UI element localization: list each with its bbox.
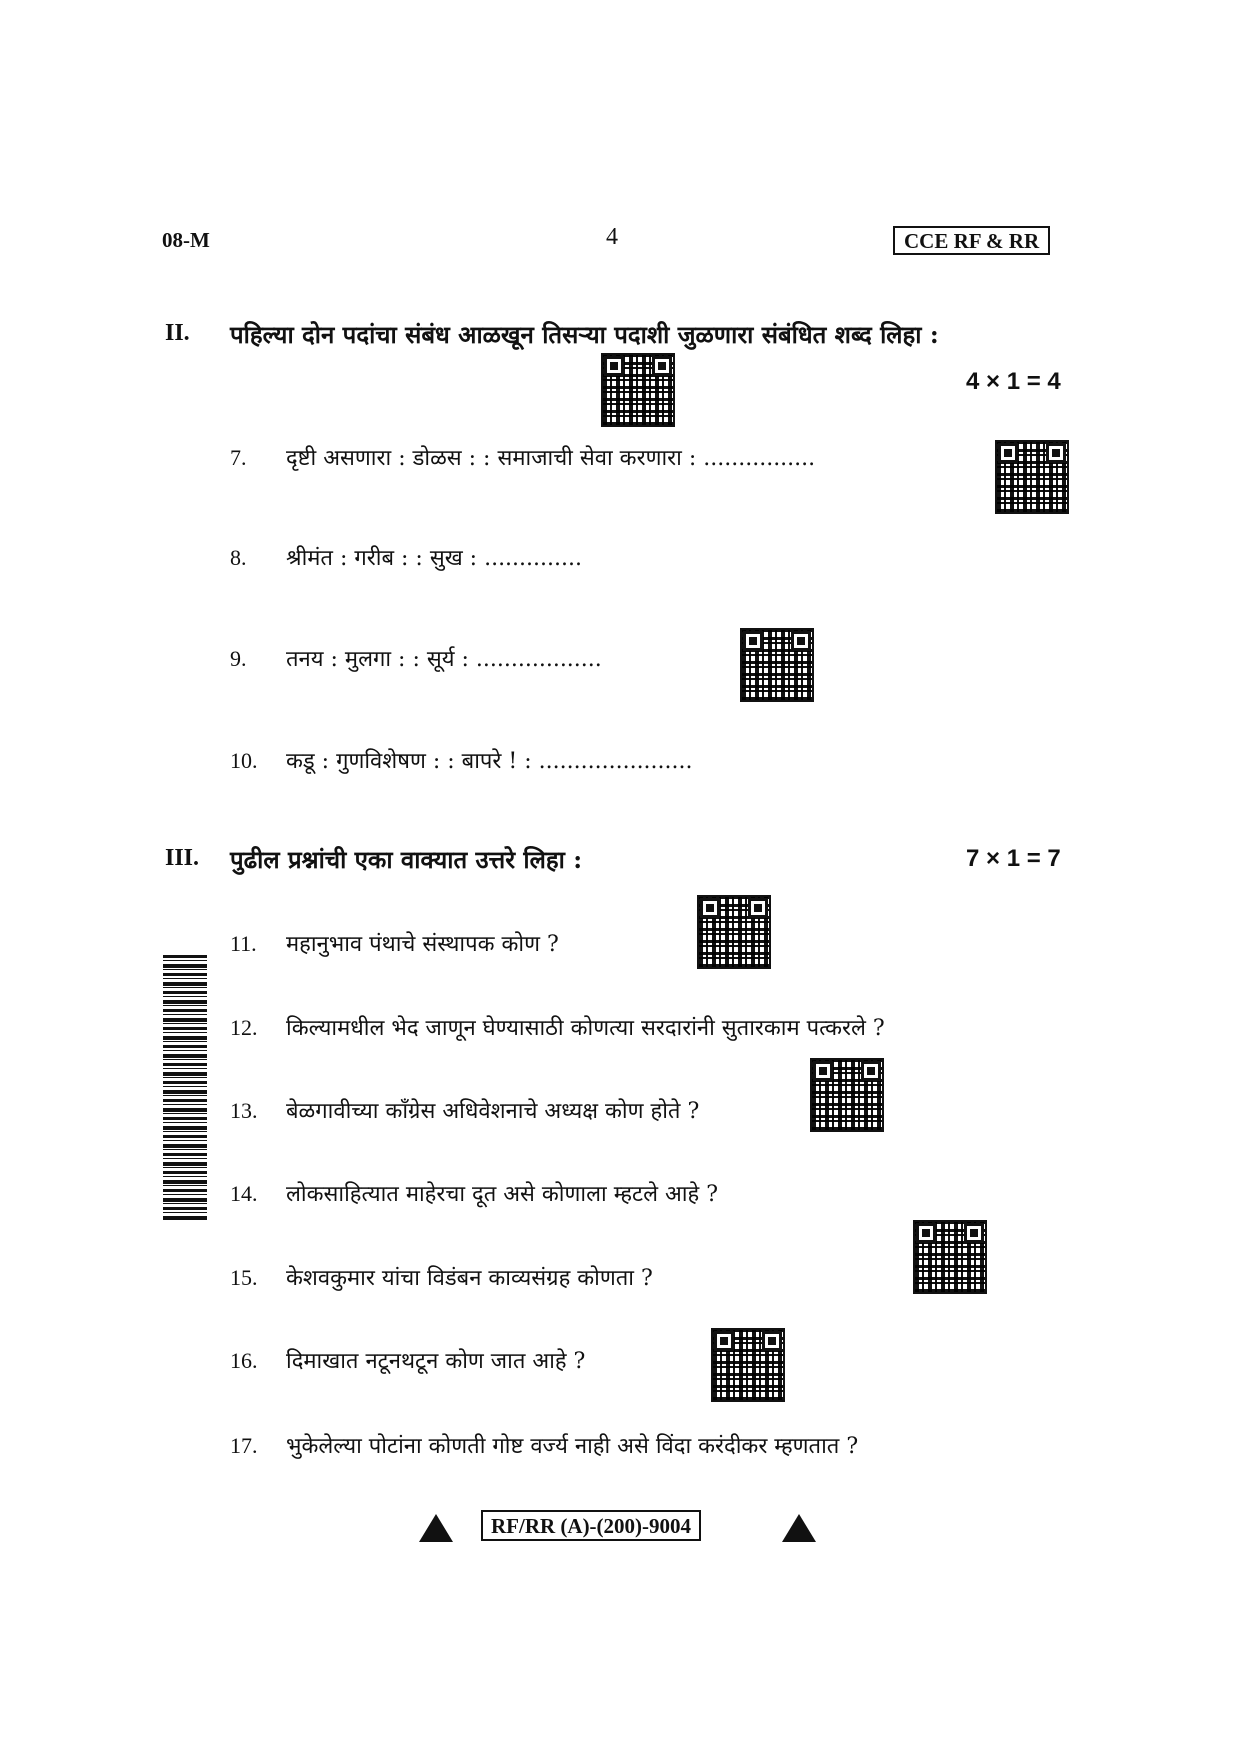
question-number: 7. bbox=[230, 445, 247, 470]
question-text: दृष्टी असणारा : डोळस : : समाजाची सेवा करणारा : ................ bbox=[286, 446, 816, 471]
qr-code-icon bbox=[742, 630, 812, 700]
question-text: बेळगावीच्या काँग्रेस अधिवेशनाचे अध्यक्ष कोण होते ? bbox=[286, 1099, 700, 1124]
question-number: 15. bbox=[230, 1265, 258, 1290]
question-8 bbox=[230, 542, 582, 572]
qr-code-icon bbox=[699, 897, 769, 967]
question-15 bbox=[230, 1262, 653, 1292]
page-number: 4 bbox=[606, 224, 618, 250]
question-number: 12. bbox=[230, 1015, 258, 1040]
section-2-marks: 4 × 1 = 4 bbox=[966, 368, 1061, 395]
question-9 bbox=[230, 643, 602, 673]
question-7 bbox=[230, 442, 815, 472]
question-text: केशवकुमार यांचा विडंबन काव्यसंग्रह कोणता ? bbox=[286, 1266, 653, 1291]
triangle-marker-icon bbox=[419, 1514, 453, 1542]
question-text: कडू : गुणविशेषण : : बापरे ! : ...................... bbox=[286, 749, 693, 774]
qr-code-icon bbox=[997, 442, 1067, 512]
question-text: महानुभाव पंथाचे संस्थापक कोण ? bbox=[286, 932, 559, 957]
question-17 bbox=[230, 1430, 858, 1460]
exam-label-box: CCE RF & RR bbox=[893, 226, 1050, 255]
section-2-number: II. bbox=[165, 320, 190, 346]
question-number: 13. bbox=[230, 1098, 258, 1123]
question-12 bbox=[230, 1012, 885, 1042]
question-number: 17. bbox=[230, 1433, 258, 1458]
barcode-icon bbox=[163, 955, 207, 1220]
triangle-marker-icon bbox=[782, 1514, 816, 1542]
question-11 bbox=[230, 928, 559, 958]
question-number: 16. bbox=[230, 1348, 258, 1373]
section-2-title: पहिल्या दोन पदांचा संबंध आळखून तिसऱ्या पदाशी जुळणारा संबंधित शब्द लिहा : bbox=[230, 320, 939, 349]
qr-code-icon bbox=[603, 355, 673, 425]
question-text: श्रीमंत : गरीब : : सुख : .............. bbox=[286, 546, 582, 571]
question-16 bbox=[230, 1345, 585, 1375]
paper-code: 08-M bbox=[162, 228, 210, 252]
question-number: 11. bbox=[230, 931, 257, 956]
question-text: तनय : मुलगा : : सूर्य : .................. bbox=[286, 647, 602, 672]
section-3-marks: 7 × 1 = 7 bbox=[966, 845, 1061, 872]
question-number: 10. bbox=[230, 748, 258, 773]
qr-code-icon bbox=[915, 1222, 985, 1292]
question-number: 9. bbox=[230, 646, 247, 671]
question-number: 8. bbox=[230, 545, 247, 570]
section-3-number: III. bbox=[165, 845, 200, 871]
question-text: किल्यामधील भेद जाणून घेण्यासाठी कोणत्या सरदारांनी सुतारकाम पत्करले ? bbox=[286, 1016, 885, 1041]
question-text: भुकेलेल्या पोटांना कोणती गोष्ट वर्ज्य नाही असे विंदा करंदीकर म्हणतात ? bbox=[286, 1434, 859, 1459]
section-3-title: पुढील प्रश्नांची एका वाक्यात उत्तरे लिहा : bbox=[230, 845, 583, 874]
question-text: लोकसाहित्यात माहेरचा दूत असे कोणाला म्हटले आहे ? bbox=[286, 1182, 718, 1207]
footer-code-box: RF/RR (A)-(200)-9004 bbox=[481, 1510, 701, 1541]
qr-code-icon bbox=[713, 1330, 783, 1400]
question-text: दिमाखात नटूनथटून कोण जात आहे ? bbox=[286, 1349, 586, 1374]
qr-code-icon bbox=[812, 1060, 882, 1130]
question-14 bbox=[230, 1178, 718, 1208]
question-13 bbox=[230, 1095, 699, 1125]
question-number: 14. bbox=[230, 1181, 258, 1206]
question-10 bbox=[230, 745, 693, 775]
